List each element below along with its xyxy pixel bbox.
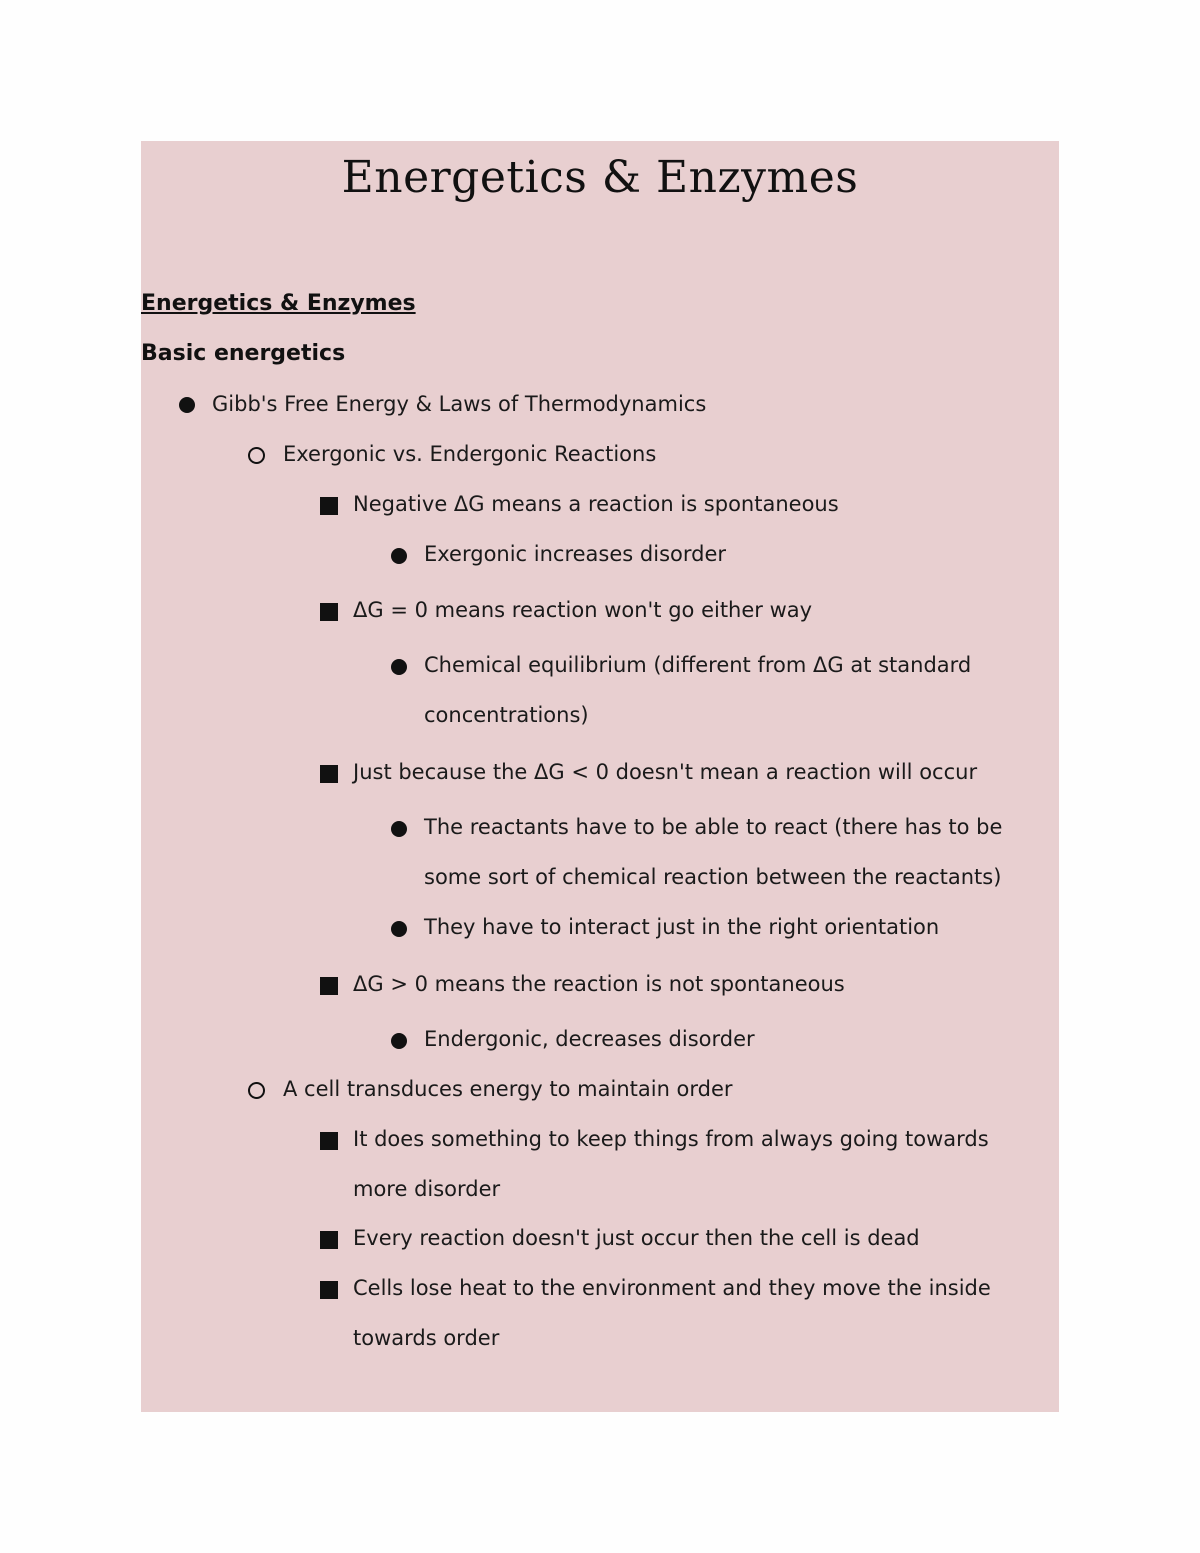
list-item: They have to interact just in the right orientation [424,915,940,939]
list-item: It does something to keep things from always going towards [353,1127,989,1151]
bullet-dot-icon [391,1033,407,1049]
bullet-square-icon [320,765,338,783]
bullet-ring-icon [248,447,265,464]
list-item: Gibb's Free Energy & Laws of Thermodynamics [212,392,707,416]
bullet-square-icon [320,603,338,621]
list-item: Cells lose heat to the environment and they move the inside [353,1276,991,1300]
bullet-dot-icon [391,821,407,837]
section-heading: Energetics & Enzymes [141,291,416,316]
list-item-continuation: towards order [353,1326,500,1350]
bullet-square-icon [320,977,338,995]
bullet-dot-icon [391,921,407,937]
bullet-square-icon [320,1281,338,1299]
list-item-continuation: concentrations) [424,703,589,727]
list-item-continuation: some sort of chemical reaction between the reactants) [424,865,1002,889]
list-item: Exergonic increases disorder [424,542,727,566]
page-title: Energetics & Enzymes [341,152,859,203]
list-item: A cell transduces energy to maintain order [283,1077,733,1101]
bullet-dot-icon [391,548,407,564]
list-item: Negative ΔG means a reaction is spontaneous [353,492,839,516]
bullet-square-icon [320,497,338,515]
bullet-dot-icon [179,397,195,413]
subsection-heading: Basic energetics [141,341,346,366]
list-item: The reactants have to be able to react (there has to be [424,815,1003,839]
list-item: Every reaction doesn't just occur then the cell is dead [353,1226,920,1250]
list-item: Chemical equilibrium (different from ΔG at standard [424,653,972,677]
bullet-square-icon [320,1231,338,1249]
list-item: ΔG > 0 means the reaction is not spontaneous [353,972,845,996]
list-item: Just because the ΔG < 0 doesn't mean a reaction will occur [353,760,978,784]
list-item: Endergonic, decreases disorder [424,1027,755,1051]
bullet-ring-icon [248,1082,265,1099]
list-item: Exergonic vs. Endergonic Reactions [283,442,657,466]
list-item-continuation: more disorder [353,1177,501,1201]
list-item: ΔG = 0 means reaction won't go either way [353,598,813,622]
bullet-dot-icon [391,659,407,675]
bullet-square-icon [320,1132,338,1150]
